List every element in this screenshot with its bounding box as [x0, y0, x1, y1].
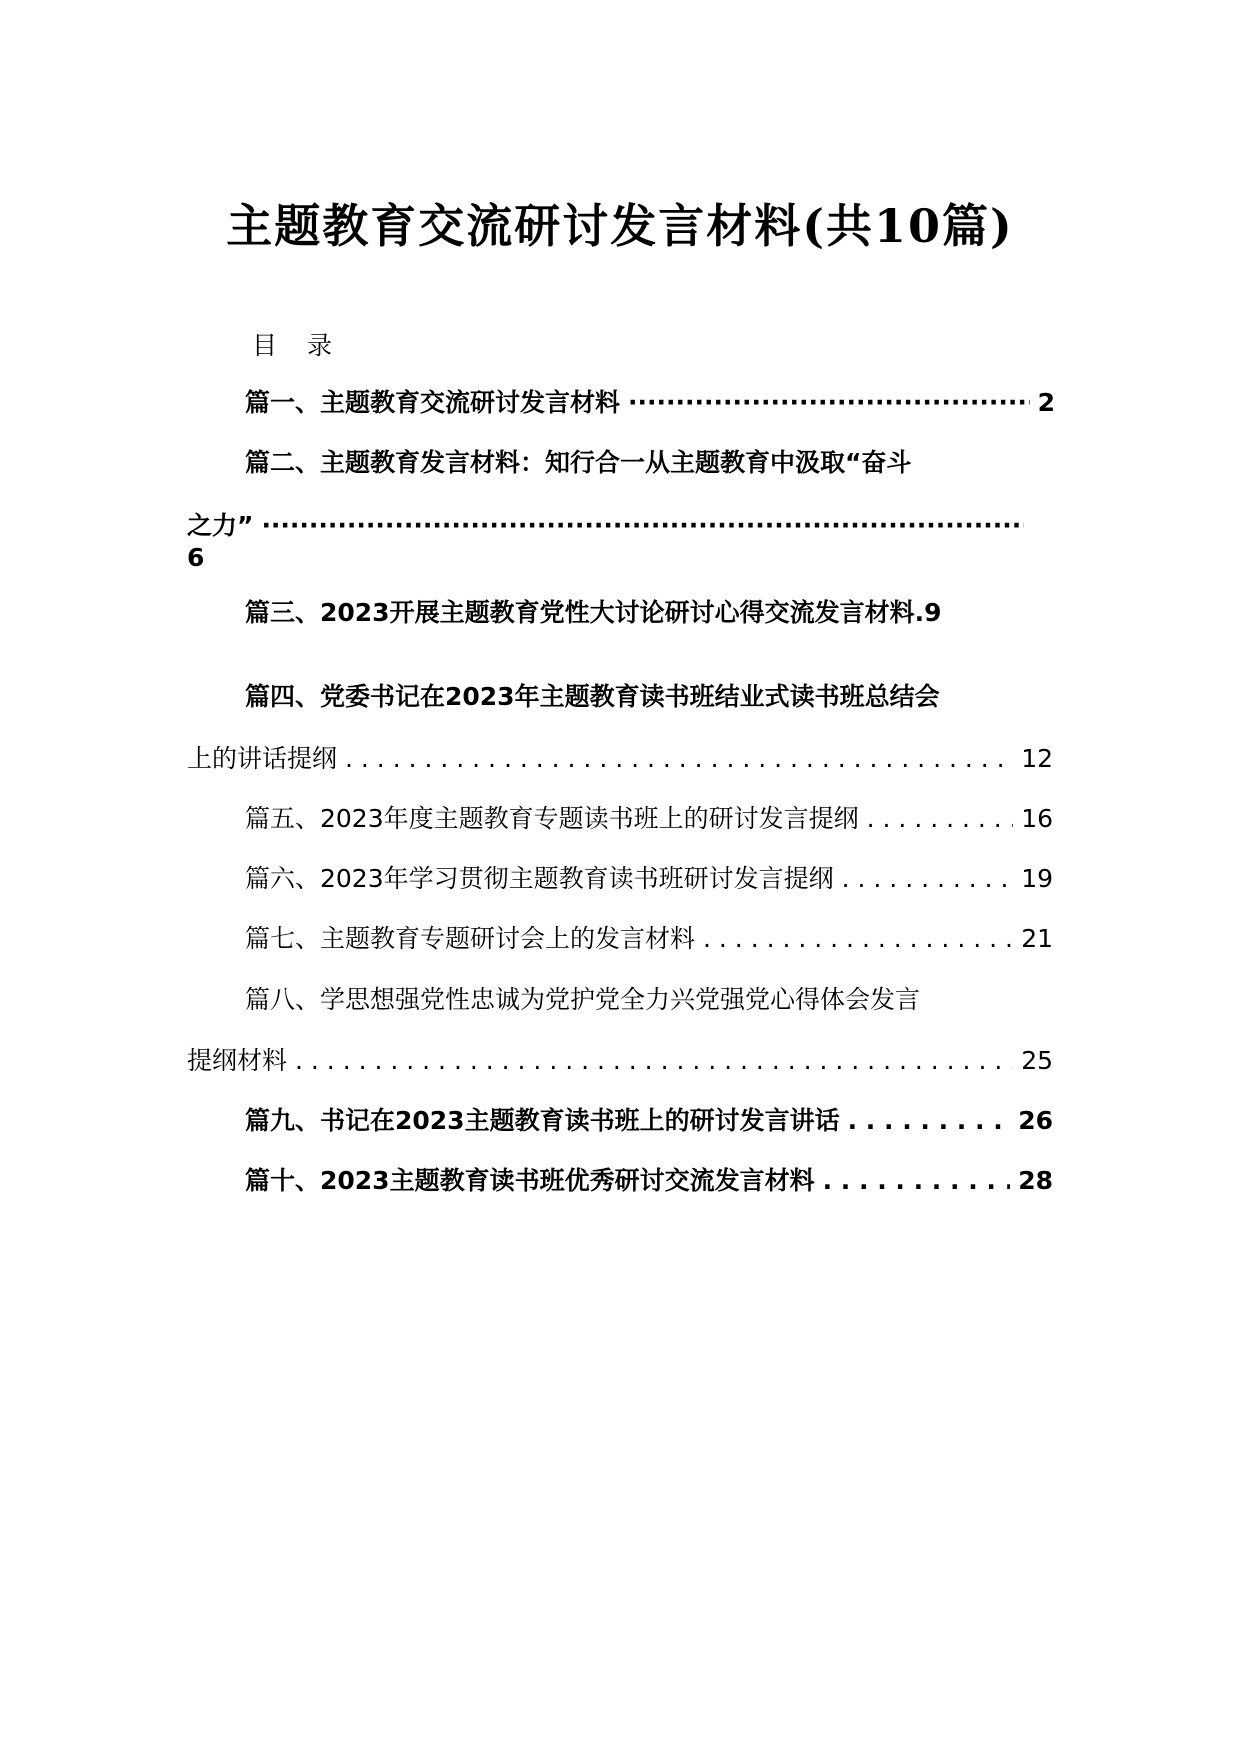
toc-leader [345, 746, 1013, 771]
toc-entry-title: 篇一、主题教育交流研讨发言材料 [245, 388, 621, 417]
toc-leader [261, 513, 1024, 538]
toc-leader [628, 390, 1030, 415]
toc-entry-title: 篇八、学思想强党性忠诚为党护党全力兴党强党心得体会发言 [245, 985, 921, 1014]
toc-heading-left: 目 [252, 331, 278, 360]
toc-entry-title: 篇五、2023年度主题教育专题读书班上的研讨发言提纲 [245, 804, 859, 833]
toc-entry-8-line1[interactable] [245, 987, 920, 1012]
toc-entry-4-line2[interactable] [187, 746, 1053, 771]
toc-entry-title: 篇十、2023主题教育读书班优秀研讨交流发言材料 [245, 1166, 815, 1195]
toc-entry-2-line2[interactable] [187, 513, 1032, 538]
toc-heading-right: 录 [307, 331, 333, 360]
toc-leader [823, 1168, 1011, 1193]
toc-leader [295, 1048, 1013, 1073]
toc-entry-page: 16 [1021, 804, 1053, 833]
toc-entry-page: 25 [1021, 1046, 1053, 1075]
toc-entry-1[interactable] [245, 390, 1055, 415]
toc-entry-page: 2 [1037, 388, 1055, 417]
toc-leader [842, 866, 1014, 891]
toc-entry-4-line1[interactable] [245, 684, 940, 709]
toc-entry-page: 28 [1018, 1166, 1053, 1195]
toc-entry-title: 篇二、主题教育发言材料：知行合一从主题教育中汲取“奋斗 [245, 448, 912, 477]
toc-entry-page: 21 [1021, 924, 1053, 953]
toc-entry-title: 篇七、主题教育专题研讨会上的发言材料 [245, 924, 696, 953]
toc-leader [867, 806, 1014, 831]
toc-entry-page: 26 [1018, 1106, 1053, 1135]
toc-leader [848, 1108, 1011, 1133]
toc-entry-7[interactable] [245, 926, 1053, 951]
toc-entry-title: 篇六、2023年学习贯彻主题教育读书班研讨发言提纲 [245, 864, 834, 893]
toc-entry-page: 19 [1021, 864, 1053, 893]
toc-entry-title: 篇九、书记在2023主题教育读书班上的研讨发言讲话 [245, 1106, 840, 1135]
toc-entry-3[interactable] [245, 600, 942, 625]
toc-entry-title-continued: 之力” [187, 511, 254, 540]
toc-entry-2-line1[interactable] [245, 450, 911, 475]
toc-entry-2-page[interactable]: 6 [187, 543, 205, 572]
document-title: 主题教育交流研讨发言材料(共10篇) [226, 199, 1014, 253]
toc-entry-title-continued: 提纲材料 [187, 1046, 288, 1075]
toc-entry-title: 篇四、党委书记在2023年主题教育读书班结业式读书班总结会 [245, 682, 940, 711]
toc-leader [703, 926, 1013, 951]
toc-entry-page: 12 [1021, 744, 1053, 773]
toc-entry-8-line2[interactable] [187, 1048, 1053, 1073]
toc-entry-6[interactable] [245, 866, 1053, 891]
toc-entry-9[interactable] [245, 1108, 1053, 1133]
toc-entry-title: 篇三、2023开展主题教育党性大讨论研讨心得交流发言材料. [245, 598, 925, 627]
toc-entry-page: 9 [924, 598, 942, 627]
toc-entry-title-continued: 上的讲话提纲 [187, 744, 338, 773]
toc-heading [252, 326, 332, 362]
toc-entry-5[interactable] [245, 806, 1053, 831]
toc-entry-10[interactable] [245, 1168, 1053, 1193]
